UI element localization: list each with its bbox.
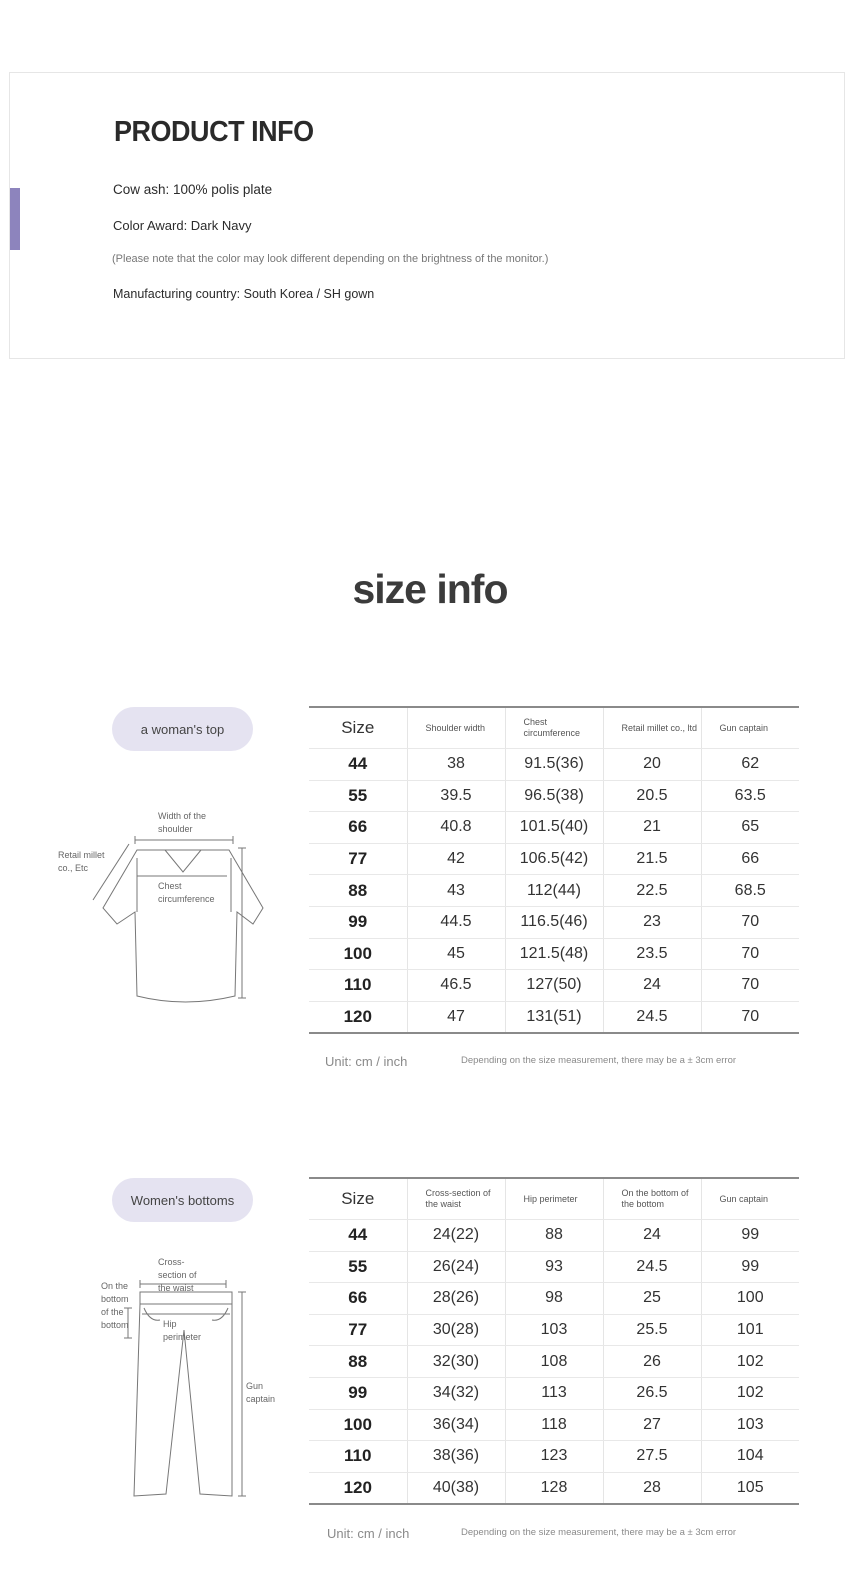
measure-cell: 26 [603,1346,701,1378]
measure-cell: 102 [701,1346,799,1378]
size-cell: 120 [309,1472,407,1504]
measure-cell: 27 [603,1409,701,1441]
measure-cell: 63.5 [701,780,799,812]
measure-cell: 47 [407,1001,505,1033]
measure-cell: 70 [701,906,799,938]
measure-cell: 70 [701,1001,799,1033]
table-row [309,1409,799,1441]
table-row [309,1001,799,1033]
measure-cell: 101.5(40) [505,812,603,844]
size-cell: 77 [309,843,407,875]
measure-cell: 101 [701,1314,799,1346]
measure-cell: 127(50) [505,970,603,1002]
size-cell: 100 [309,1409,407,1441]
size-cell: 100 [309,938,407,970]
measure-cell: 103 [505,1314,603,1346]
length-label: Gun captain [246,1381,276,1404]
measure-cell: 24(22) [407,1220,505,1252]
measure-cell: 25.5 [603,1314,701,1346]
measure-cell: 116.5(46) [505,906,603,938]
bottom-category-pill [112,1178,253,1222]
measure-cell: 118 [505,1409,603,1441]
measure-cell: 43 [407,875,505,907]
header-size: Size [309,1178,407,1220]
measure-cell: 21 [603,812,701,844]
table-row [309,812,799,844]
measure-cell: 30(28) [407,1314,505,1346]
measure-cell: 99 [701,1220,799,1252]
table-row [309,1346,799,1378]
size-cell: 120 [309,1001,407,1033]
measure-cell: 131(51) [505,1001,603,1033]
measure-cell: 24 [603,1220,701,1252]
table-header-row [309,1178,799,1220]
measure-cell: 106.5(42) [505,843,603,875]
measure-cell: 88 [505,1220,603,1252]
measure-cell: 45 [407,938,505,970]
table-row [309,1377,799,1409]
measure-cell: 23.5 [603,938,701,970]
size-cell: 99 [309,1377,407,1409]
measure-cell: 68.5 [701,875,799,907]
shoulder-label: Width of the shoulder [158,811,207,834]
accent-bar [10,188,20,250]
measure-cell: 123 [505,1441,603,1473]
hip-label: Hip perimeter [163,1319,202,1342]
table-row [309,843,799,875]
header-hip: Hip perimeter [505,1178,603,1220]
measure-cell: 91.5(36) [505,749,603,781]
measure-cell: 102 [701,1377,799,1409]
size-cell: 44 [309,1220,407,1252]
table-row [309,1283,799,1315]
measure-cell: 96.5(38) [505,780,603,812]
header-length: Gun captain [701,1178,799,1220]
measure-cell: 20 [603,749,701,781]
measure-cell: 32(30) [407,1346,505,1378]
measure-cell: 38(36) [407,1441,505,1473]
size-cell: 88 [309,1346,407,1378]
top-unit: Unit: cm / inch [325,1054,408,1069]
measure-cell: 24.5 [603,1001,701,1033]
retail-label: Retail millet co., Etc [58,850,105,873]
size-cell: 99 [309,906,407,938]
header-retail: Retail millet co., ltd [603,707,701,749]
measure-cell: 34(32) [407,1377,505,1409]
top-size-table [309,706,799,1034]
waist-label: Cross-section of the waist [158,1257,197,1293]
bottom-category-label: Women's bottoms [130,1192,235,1208]
measure-cell: 99 [701,1251,799,1283]
size-info-heading: size info [352,566,508,612]
measure-cell: 46.5 [407,970,505,1002]
measure-cell: 42 [407,843,505,875]
header-chest: Chest circumference [505,707,603,749]
measure-cell: 93 [505,1251,603,1283]
measure-cell: 103 [701,1409,799,1441]
measure-cell: 27.5 [603,1441,701,1473]
color-text: Color Award: Dark Navy [113,218,252,233]
table-row [309,1441,799,1473]
color-note: (Please note that the color may look different depending on the brightness of the monitor.) [112,253,549,265]
material-text: Cow ash: 100% polis plate [113,182,273,197]
measure-cell: 28(26) [407,1283,505,1315]
table-row [309,906,799,938]
product-info-title: PRODUCT INFO [114,116,314,148]
measure-cell: 25 [603,1283,701,1315]
measure-cell: 113 [505,1377,603,1409]
measure-cell: 21.5 [603,843,701,875]
country-text: Manufacturing country: South Korea / SH gown [113,287,375,301]
measure-cell: 62 [701,749,799,781]
header-rise: On the bottom of the bottom [603,1178,701,1220]
measure-cell: 40(38) [407,1472,505,1504]
measure-cell: 70 [701,938,799,970]
pants-diagram [120,1278,250,1503]
size-cell: 44 [309,749,407,781]
size-cell: 77 [309,1314,407,1346]
bottom-error-note: Depending on the size measurement, there may be a ± 3cm error [461,1527,737,1538]
bottom-size-table [309,1177,799,1505]
measure-cell: 38 [407,749,505,781]
measure-cell: 108 [505,1346,603,1378]
rise-label: On the bottom of the bottom [101,1281,129,1330]
measure-cell: 26.5 [603,1377,701,1409]
measure-cell: 23 [603,906,701,938]
table-row [309,1220,799,1252]
top-category-label: a woman's top [140,721,225,737]
size-cell: 55 [309,780,407,812]
measure-cell: 36(34) [407,1409,505,1441]
size-cell: 110 [309,970,407,1002]
measure-cell: 40.8 [407,812,505,844]
size-cell: 110 [309,1441,407,1473]
table-row [309,1251,799,1283]
table-row [309,1314,799,1346]
bottom-unit: Unit: cm / inch [327,1526,410,1541]
size-cell: 55 [309,1251,407,1283]
measure-cell: 105 [701,1472,799,1504]
table-header-row [309,707,799,749]
table-row [309,1472,799,1504]
chest-label: Chest circumference [158,881,215,904]
table-row [309,970,799,1002]
measure-cell: 22.5 [603,875,701,907]
table-row [309,780,799,812]
measure-cell: 26(24) [407,1251,505,1283]
measure-cell: 100 [701,1283,799,1315]
measure-cell: 98 [505,1283,603,1315]
header-waist: Cross-section of the waist [407,1178,505,1220]
measure-cell: 24.5 [603,1251,701,1283]
measure-cell: 70 [701,970,799,1002]
measure-cell: 28 [603,1472,701,1504]
header-size: Size [309,707,407,749]
top-garment-diagram [85,828,275,1008]
top-error-note: Depending on the size measurement, there may be a ± 3cm error [461,1055,737,1066]
measure-cell: 112(44) [505,875,603,907]
measure-cell: 39.5 [407,780,505,812]
measure-cell: 44.5 [407,906,505,938]
size-cell: 66 [309,1283,407,1315]
size-cell: 66 [309,812,407,844]
measure-cell: 20.5 [603,780,701,812]
measure-cell: 104 [701,1441,799,1473]
size-cell: 88 [309,875,407,907]
measure-cell: 65 [701,812,799,844]
measure-cell: 66 [701,843,799,875]
table-row [309,749,799,781]
measure-cell: 121.5(48) [505,938,603,970]
measure-cell: 128 [505,1472,603,1504]
header-shoulder: Shoulder width [407,707,505,749]
table-row [309,875,799,907]
table-row [309,938,799,970]
header-length: Gun captain [701,707,799,749]
top-category-pill [112,707,253,751]
measure-cell: 24 [603,970,701,1002]
